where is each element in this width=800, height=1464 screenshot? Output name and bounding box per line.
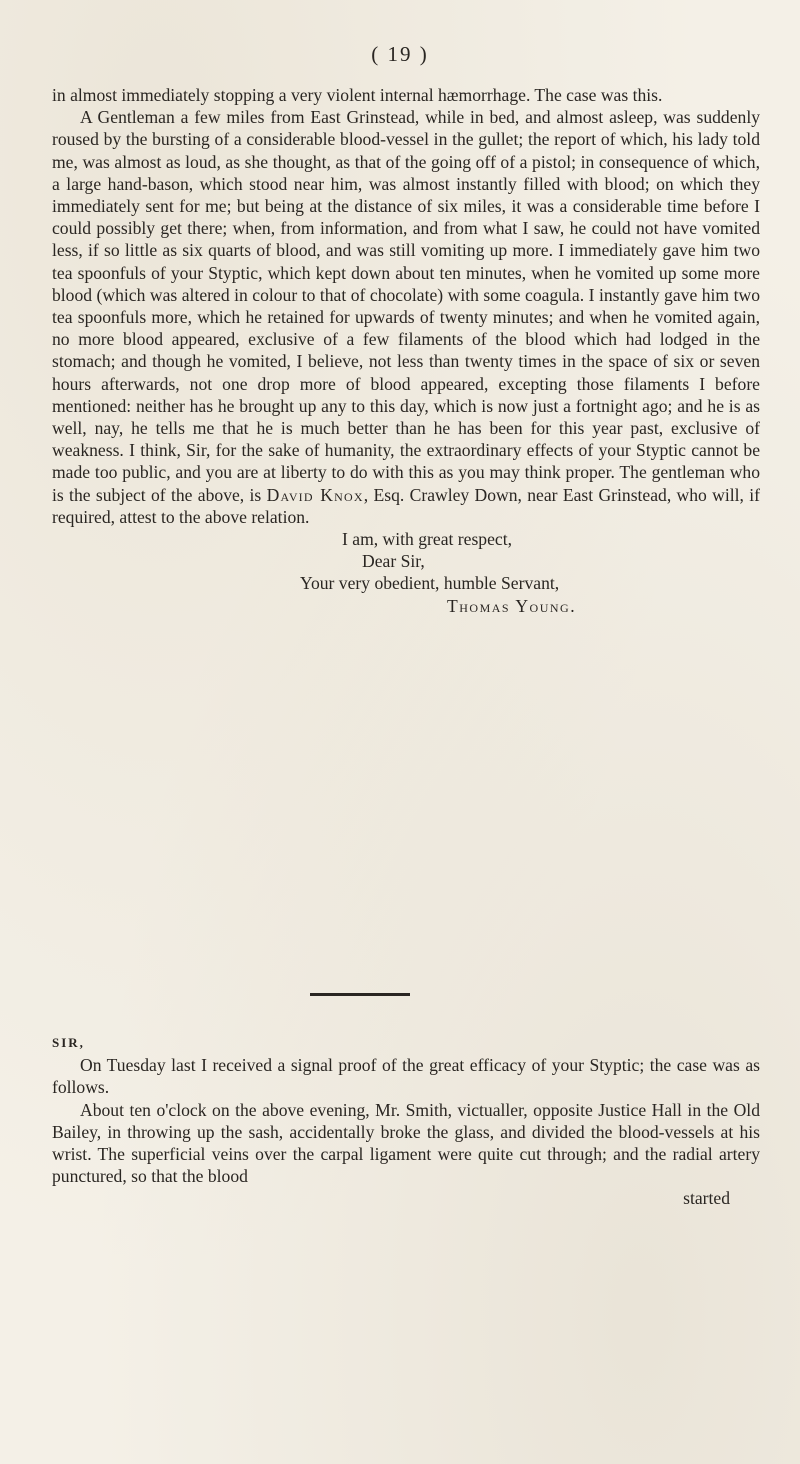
closing-dear-sir: Dear Sir, — [362, 551, 425, 572]
subject-address: , Esq. Crawley Down, near East Grinstead, who will, if required, attest to the above relation. — [52, 484, 761, 527]
opening-paragraph: in almost immediately stopping a very violent internal hæmorrhage. The case was this. — [52, 85, 663, 105]
catchword: started — [683, 1188, 730, 1209]
letter-two-case: About ten o'clock on the above evening, Mr. Smith, victualler, opposite Justice Hall in the Old Bailey, in throwing up the sash, accidentally broke the glass, and divided the blood-vessels at his wrist. The superficial veins over the carpal ligament were quite cut through; and the radial artery punctured, so that the blood — [52, 1099, 760, 1187]
letter-one — [52, 84, 760, 617]
closing — [52, 528, 760, 617]
case-paragraph — [52, 106, 760, 528]
closing-servant: Your very obedient, humble Servant, — [300, 573, 560, 594]
subject-name: David Knox — [266, 484, 364, 505]
page-number: ( 19 ) — [371, 42, 429, 66]
case-body: A Gentleman a few miles from East Grinstead, while in bed, and almost asleep, was suddenly roused by the bursting of a considerable blood-vessel in the gullet; the report of which, his lady told me, was almost as loud, as she thought, as that of the going off of a pistol; in consequence of which, a large hand-bason, which stood near him, was almost instantly filled with blood; on which they immediately sent for me; but being at the distance of six miles, it was a considerable time before I could possibly get there; when, from information, and from what I saw, he could not have vomited less, if so little as six quarts of blood, and was still vomiting up more. I immediately gave him two tea spoonfuls of your Styptic, which kept down about ten minutes, when he vomited up some more blood (which was altered in colour to that of chocolate) with some coagula. I instantly gave him two tea spoonfuls more, which he retained for upwards of twenty minutes; and when he vomited again, no more blood appeared, exclusive of a few filaments of the blood which had lodged in the stomach; and though he vomited, I believe, not less than twenty times in the space of six or seven hours afterwards, not one drop more of blood appeared, excepting those filaments I before mentioned: neither has he brought up any to this day, which is now just a fortnight ago; and he is as well, nay, he tells me that he is much better than he has been for this year past, exclusive of weakness. I think, Sir, for the sake of humanity, the extraordinary effects of your Styptic cannot be made too public, and you are at liberty to do with this as you may think proper. The gentleman who is the subject of the above, is — [52, 107, 760, 505]
closing-respect: I am, with great respect, — [342, 529, 513, 550]
letter-two-intro: On Tuesday last I received a signal proof of the great efficacy of your Styptic; the case was as follows. — [52, 1055, 760, 1098]
salutation: SIR, — [52, 1035, 85, 1050]
section-divider — [310, 993, 410, 996]
signature: Thomas Young. — [447, 595, 577, 616]
letter-two — [52, 1032, 760, 1210]
